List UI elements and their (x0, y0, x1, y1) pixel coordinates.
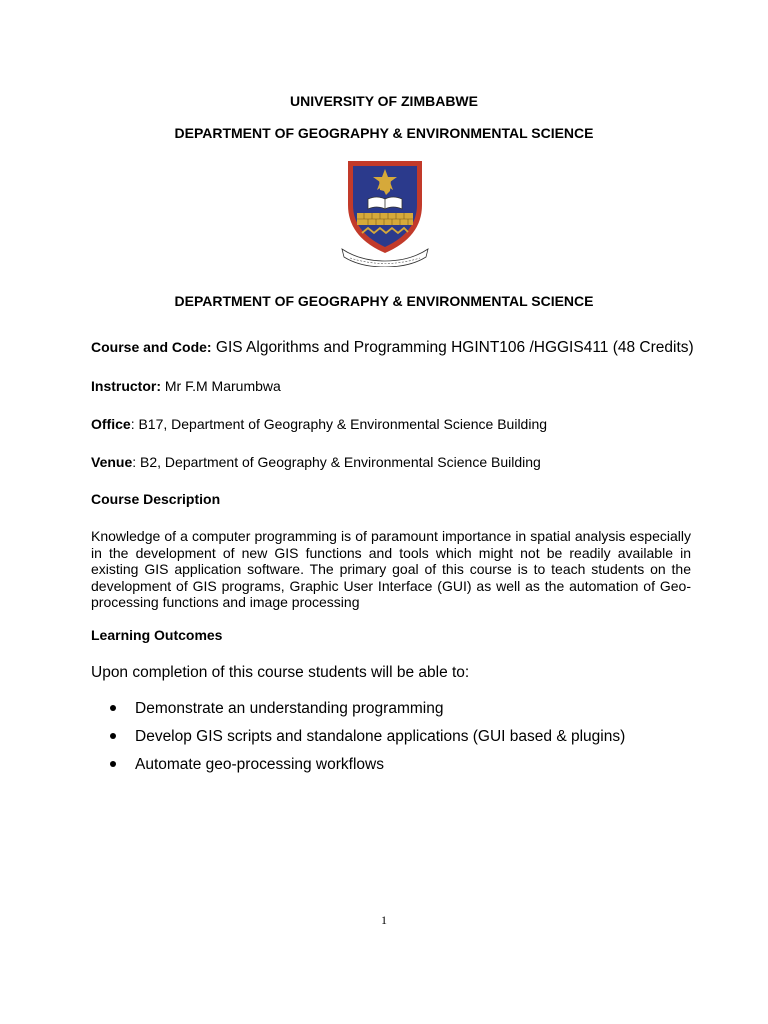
venue-line (91, 454, 541, 470)
instructor-value: Mr F.M Marumbwa (161, 378, 281, 394)
instructor-line (91, 378, 281, 394)
office-value: : B17, Department of Geography & Environmental Science Building (130, 416, 548, 432)
bullet-icon (110, 761, 116, 767)
list-item (91, 755, 711, 783)
venue-value: : B2, Department of Geography & Environmental Science Building (132, 454, 541, 470)
venue-label: Venue (91, 454, 133, 470)
course-description-text: Knowledge of a computer programming is of paramount importance in spatial analysis especially in the development of new GIS functions and tools which might not be readily available in existing GIS application software. The primary goal of this course is to teach students on the development of GIS programs, Graphic User Interface (GUI) as well as the automation of Geo-processing functions and image processing (91, 528, 691, 610)
learning-outcomes-intro: Upon completion of this course students will be able to: (91, 664, 470, 681)
learning-outcomes-heading: Learning Outcomes (91, 627, 223, 643)
list-item-text: Develop GIS scripts and standalone applications (GUI based & plugins) (135, 728, 626, 745)
course-description-heading: Course Description (91, 491, 221, 507)
course-label: Course and Code: (91, 339, 212, 355)
list-item-text: Automate geo-processing workflows (135, 756, 384, 773)
department-title: DEPARTMENT OF GEOGRAPHY & ENVIRONMENTAL SCIENCE (174, 125, 594, 141)
university-title: UNIVERSITY OF ZIMBABWE (290, 93, 478, 109)
section-title: DEPARTMENT OF GEOGRAPHY & ENVIRONMENTAL SCIENCE (174, 293, 594, 309)
office-label: Office (91, 416, 131, 432)
list-item (91, 727, 711, 755)
page-number: 1 (381, 913, 387, 927)
course-line (91, 339, 694, 357)
bullet-icon (110, 733, 116, 739)
list-item-text: Demonstrate an understanding programming (135, 700, 444, 717)
learning-outcomes-list (91, 699, 711, 783)
list-item (91, 699, 711, 727)
office-line (91, 416, 547, 432)
bullet-icon (110, 705, 116, 711)
university-crest-icon (340, 157, 430, 267)
instructor-label: Instructor: (91, 378, 161, 394)
course-value: GIS Algorithms and Programming HGINT106 /HGGIS411 (48 Credits) (211, 339, 694, 356)
